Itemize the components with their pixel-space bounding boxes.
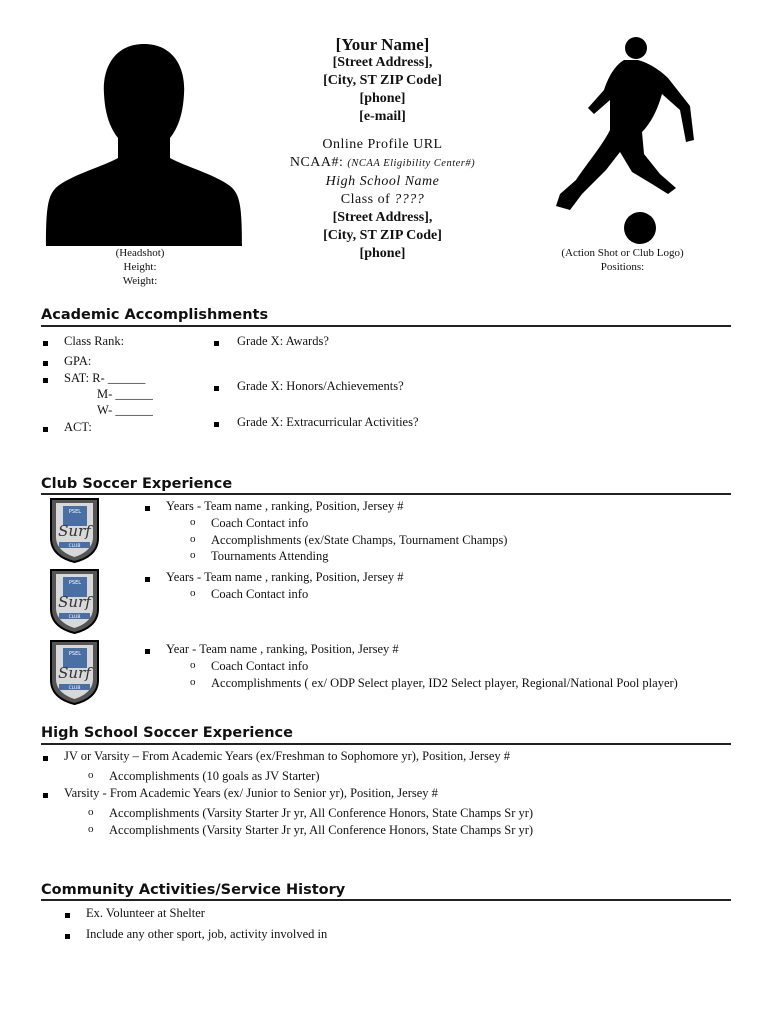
player-name: [Your Name] (335, 35, 430, 54)
headshot-caption: (Headshot) (115, 247, 165, 259)
bullet-icon (145, 577, 150, 582)
bullet-icon (43, 756, 48, 761)
club-rule (41, 493, 731, 495)
ncaa-line (255, 154, 510, 173)
street-address: [Street Address], (332, 55, 433, 70)
club-entry-3: Year - Team name , ranking, Position, Jersey # (166, 642, 399, 656)
club-entry-2-coach: Coach Contact info (211, 587, 309, 601)
grade-honors: Grade X: Honors/Achievements? (237, 379, 404, 393)
sub-bullet-icon: o (190, 587, 196, 599)
varsity: Varsity - From Academic Years (ex/ Junior to Senior yr), Position, Jersey # (64, 786, 438, 800)
sat-reading: SAT: R- ______ (64, 371, 146, 385)
bullet-icon (43, 361, 48, 366)
bullet-icon (43, 427, 48, 432)
bullet-icon (43, 341, 48, 346)
bullet-icon (214, 422, 219, 427)
bullet-icon (43, 378, 48, 383)
club-logo-icon (47, 567, 102, 635)
headshot-silhouette (44, 36, 244, 246)
ncaa-value: (NCAA Eligibility Center#) (347, 158, 476, 169)
jv-accomplishments: Accomplishments (10 goals as JV Starter) (109, 769, 320, 783)
bullet-icon (214, 386, 219, 391)
logo-bot-text: CLUB (68, 615, 81, 620)
club-entry-3-accomplishments: Accomplishments ( ex/ ODP Select player, ID2 Select player, Regional/National Pool player) (211, 676, 678, 690)
club-entry-1-tournaments: Tournaments Attending (211, 549, 329, 563)
sub-bullet-icon: o (190, 659, 196, 671)
headshot-caption-block (90, 246, 190, 288)
club-title: Club Soccer Experience (41, 476, 233, 492)
class-rank: Class Rank: (64, 334, 125, 348)
bullet-icon (65, 934, 70, 939)
high-school-name: High School Name (325, 174, 440, 189)
phone: [phone] (359, 91, 406, 106)
sub-bullet-icon: o (190, 533, 196, 545)
sat-writing: W- ______ (97, 403, 153, 417)
logo-bot-text: CLUB (68, 686, 81, 691)
academic-title: Academic Accomplishments (41, 307, 269, 323)
bullet-icon (214, 341, 219, 346)
logo-bot-text: CLUB (68, 544, 81, 549)
bullet-icon (65, 913, 70, 918)
club-entry-1: Years - Team name , ranking, Position, Jersey # (166, 499, 404, 513)
club-logo-icon (47, 496, 102, 564)
sub-bullet-icon: o (190, 516, 196, 528)
class-of-label: Class of (340, 192, 391, 207)
sub-bullet-icon: o (190, 676, 196, 688)
bullet-icon (145, 506, 150, 511)
club-entry-3-coach: Coach Contact info (211, 659, 309, 673)
action-caption: (Action Shot or Club Logo) (561, 247, 684, 259)
sub-bullet-icon: o (88, 806, 94, 818)
class-of-line (255, 191, 510, 209)
logo-mid-text: Surf (58, 664, 91, 682)
action-caption-block (540, 246, 705, 274)
club-entry-1-coach: Coach Contact info (211, 516, 309, 530)
logo-top-text: PSEL (68, 580, 82, 586)
height-label: Height: (123, 261, 157, 273)
sub-bullet-icon: o (88, 769, 94, 781)
club-logo-icon (47, 638, 102, 706)
contact-header (255, 36, 510, 263)
bullet-icon (43, 793, 48, 798)
logo-mid-text: Surf (58, 593, 91, 611)
community-item-1: Ex. Volunteer at Shelter (86, 906, 205, 920)
ncaa-label: NCAA#: (289, 155, 344, 170)
logo-top-text: PSEL (68, 651, 82, 657)
club-entry-1-accomplishments: Accomplishments (ex/State Champs, Tournament Champs) (211, 533, 508, 547)
profile-url: Online Profile URL (322, 137, 443, 152)
varsity-accomplishments-2: Accomplishments (Varsity Starter Jr yr, All Conference Honors, State Champs Sr yr) (109, 823, 534, 837)
sub-bullet-icon: o (88, 823, 94, 835)
club-entry-2: Years - Team name , ranking, Position, Jersey # (166, 570, 404, 584)
varsity-accomplishments-1: Accomplishments (Varsity Starter Jr yr, All Conference Honors, State Champs Sr yr) (109, 806, 534, 820)
school-street-address: [Street Address], (332, 210, 433, 225)
school-phone: [phone] (359, 246, 406, 261)
bullet-icon (145, 649, 150, 654)
sat-math: M- ______ (97, 387, 153, 401)
email: [e-mail] (359, 109, 406, 124)
class-of-value: ???? (394, 192, 425, 207)
academic-rule (41, 325, 731, 327)
logo-top-text: PSEL (68, 509, 82, 515)
community-item-2: Include any other sport, job, activity involved in (86, 927, 328, 941)
logo-mid-text: Surf (58, 522, 91, 540)
act: ACT: (64, 420, 92, 434)
soccer-player-silhouette (548, 34, 708, 249)
positions-label: Positions: (600, 261, 645, 273)
grade-awards: Grade X: Awards? (237, 334, 329, 348)
weight-label: Weight: (122, 275, 158, 287)
sub-bullet-icon: o (190, 549, 196, 561)
highschool-rule (41, 743, 731, 745)
jv-varsity: JV or Varsity – From Academic Years (ex/Freshman to Sophomore yr), Position, Jersey # (64, 749, 511, 763)
community-rule (41, 899, 731, 901)
city-state-zip: [City, ST ZIP Code] (323, 73, 442, 88)
highschool-title: High School Soccer Experience (41, 725, 293, 741)
school-city-state-zip: [City, ST ZIP Code] (323, 228, 442, 243)
gpa: GPA: (64, 354, 92, 368)
grade-extracurricular: Grade X: Extracurricular Activities? (237, 415, 419, 429)
community-title: Community Activities/Service History (41, 882, 346, 898)
